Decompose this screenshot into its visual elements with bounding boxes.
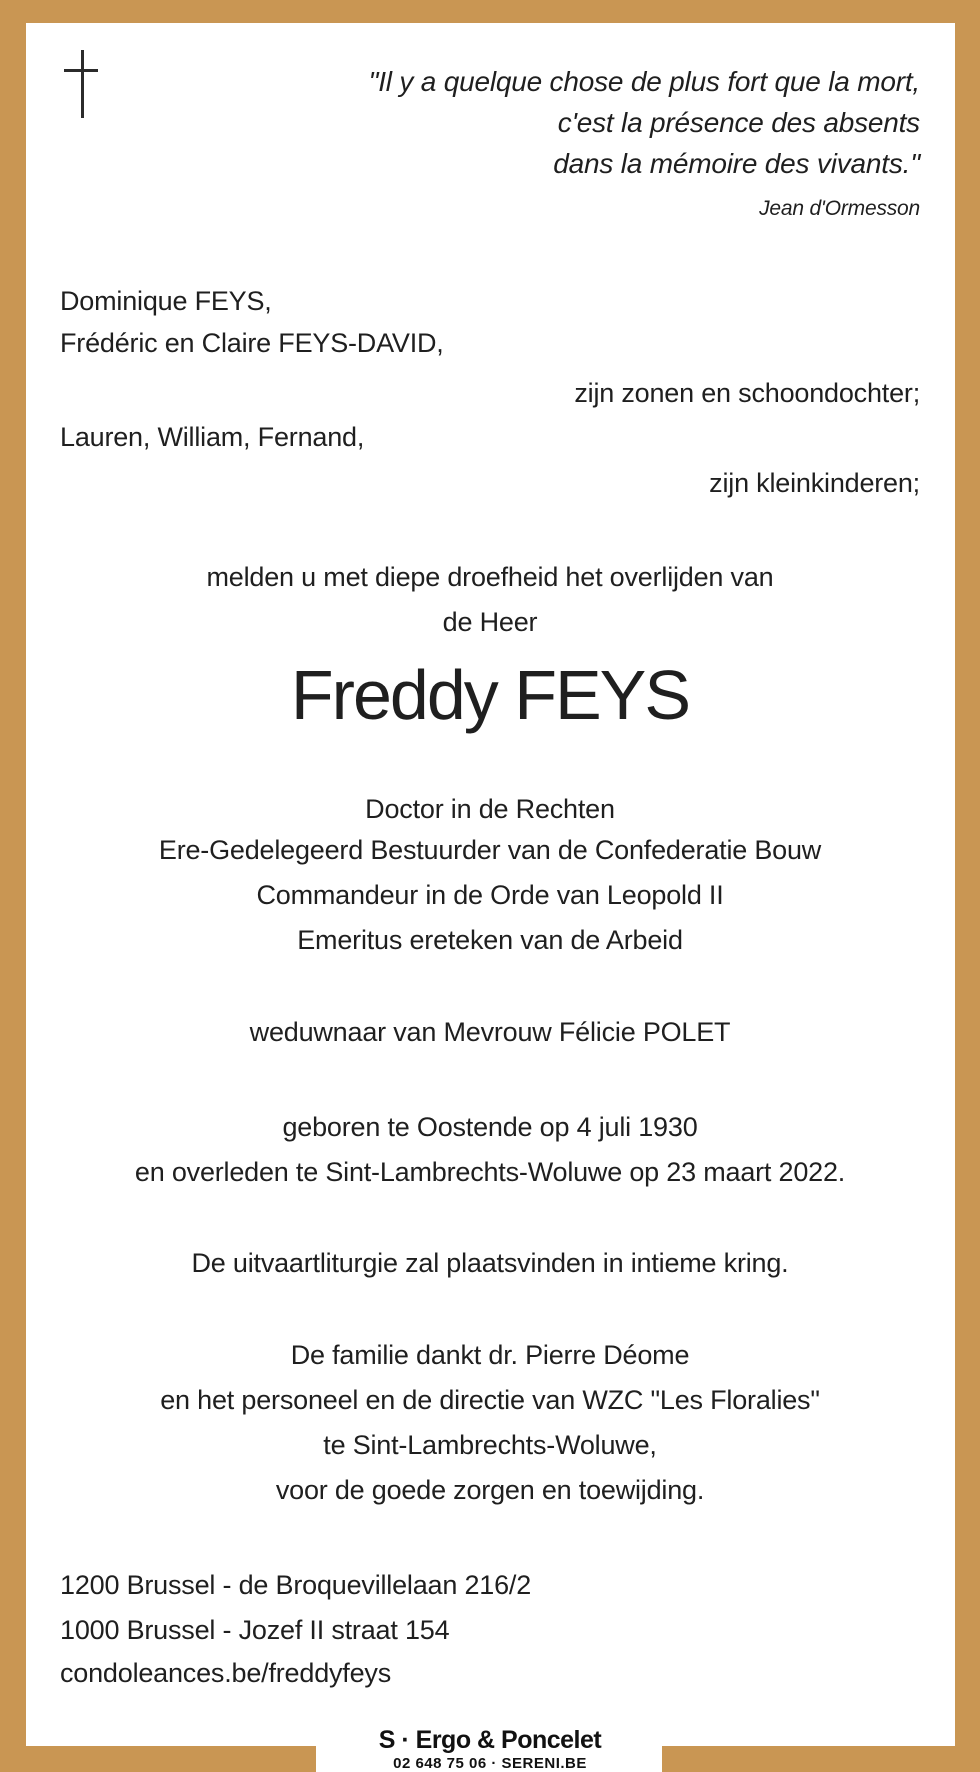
family-member-2: Frédéric en Claire FEYS-DAVID, [60,328,444,358]
widower-line: weduwnaar van Mevrouw Félicie POLET [249,1017,731,1047]
family-relation-1: zijn zonen en schoondochter; [574,378,920,408]
deceased-name: Freddy FEYS [290,656,690,734]
title-line-2: Ere-Gedelegeerd Bestuurder van de Confederatie Bouw [158,835,822,865]
quote-attribution: Jean d'Ormesson [759,197,920,220]
thanks-line-2: en het personeel en de directie van WZC "Les Floralies" [160,1385,820,1415]
family-relation-2: zijn kleinkinderen; [709,468,920,498]
family-member-1: Dominique FEYS, [60,286,272,316]
announcement-salutation: de Heer [442,607,538,637]
thanks-line-3: te Sint-Lambrechts-Woluwe, [323,1430,657,1460]
address-line-1: 1200 Brussel - de Broquevillelaan 216/2 [60,1570,532,1600]
thanks-line-4: voor de goede zorgen en toewijding. [275,1475,705,1505]
funeral-home-contact: 02 648 75 06 · SERENI.BE [393,1755,587,1772]
condolences-url: condoleances.be/freddyfeys [60,1658,392,1688]
thanks-line-1: De familie dankt dr. Pierre Déome [290,1340,690,1370]
service-line: De uitvaartliturgie zal plaatsvinden in intieme kring. [191,1248,789,1278]
born-line: geboren te Oostende op 4 juli 1930 [282,1112,698,1142]
title-line-4: Emeritus ereteken van de Arbeid [297,925,683,955]
address-line-2: 1000 Brussel - Jozef II straat 154 [60,1615,450,1645]
quote-line-3: dans la mémoire des vivants." [553,148,920,179]
quote-line-1: "Il y a quelque chose de plus fort que la mort, [368,66,920,97]
family-member-3: Lauren, William, Fernand, [60,422,365,452]
quote-line-2: c'est la présence des absents [557,107,920,138]
funeral-home-logo: S · Ergo & Poncelet [378,1726,602,1754]
title-line-1: Doctor in de Rechten [365,794,615,824]
announcement-intro: melden u met diepe droefheid het overlijden van [206,562,774,592]
died-line: en overleden te Sint-Lambrechts-Woluwe op 23 maart 2022. [134,1157,846,1187]
title-line-3: Commandeur in de Orde van Leopold II [256,880,724,910]
